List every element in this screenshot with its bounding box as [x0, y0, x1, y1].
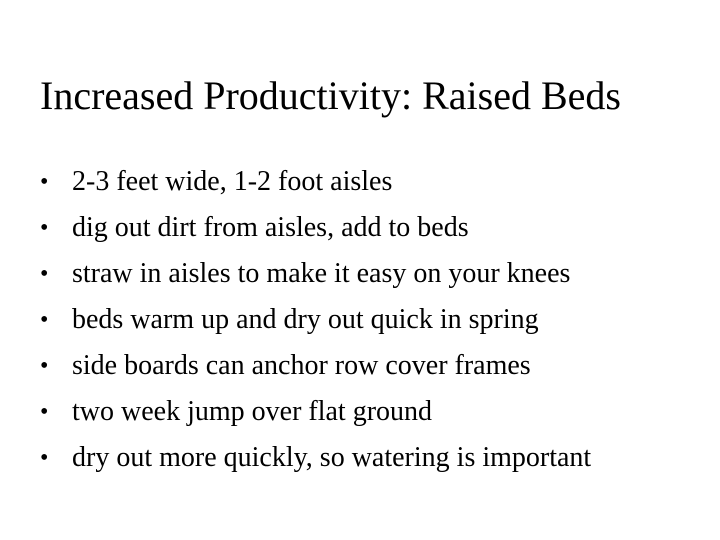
bullet-marker: •	[40, 307, 49, 333]
bullet-text: 2-3 feet wide, 1-2 foot aisles	[72, 166, 393, 197]
bullet-marker: •	[40, 169, 49, 195]
bullet-marker: •	[40, 445, 49, 471]
bullet-marker: •	[40, 353, 49, 379]
bullet-text: straw in aisles to make it easy on your knees	[72, 258, 571, 289]
bullet-text: beds warm up and dry out quick in spring	[72, 304, 539, 335]
bullet-text: two week jump over flat ground	[72, 396, 433, 427]
bullet-text: side boards can anchor row cover frames	[72, 350, 531, 381]
bullet-marker: •	[40, 399, 49, 425]
bullet-marker: •	[40, 215, 49, 241]
bullet-text: dry out more quickly, so watering is important	[72, 442, 592, 473]
bullet-marker: •	[40, 261, 49, 287]
slide-title: Increased Productivity: Raised Beds	[40, 73, 621, 118]
bullet-text: dig out dirt from aisles, add to beds	[72, 212, 469, 243]
